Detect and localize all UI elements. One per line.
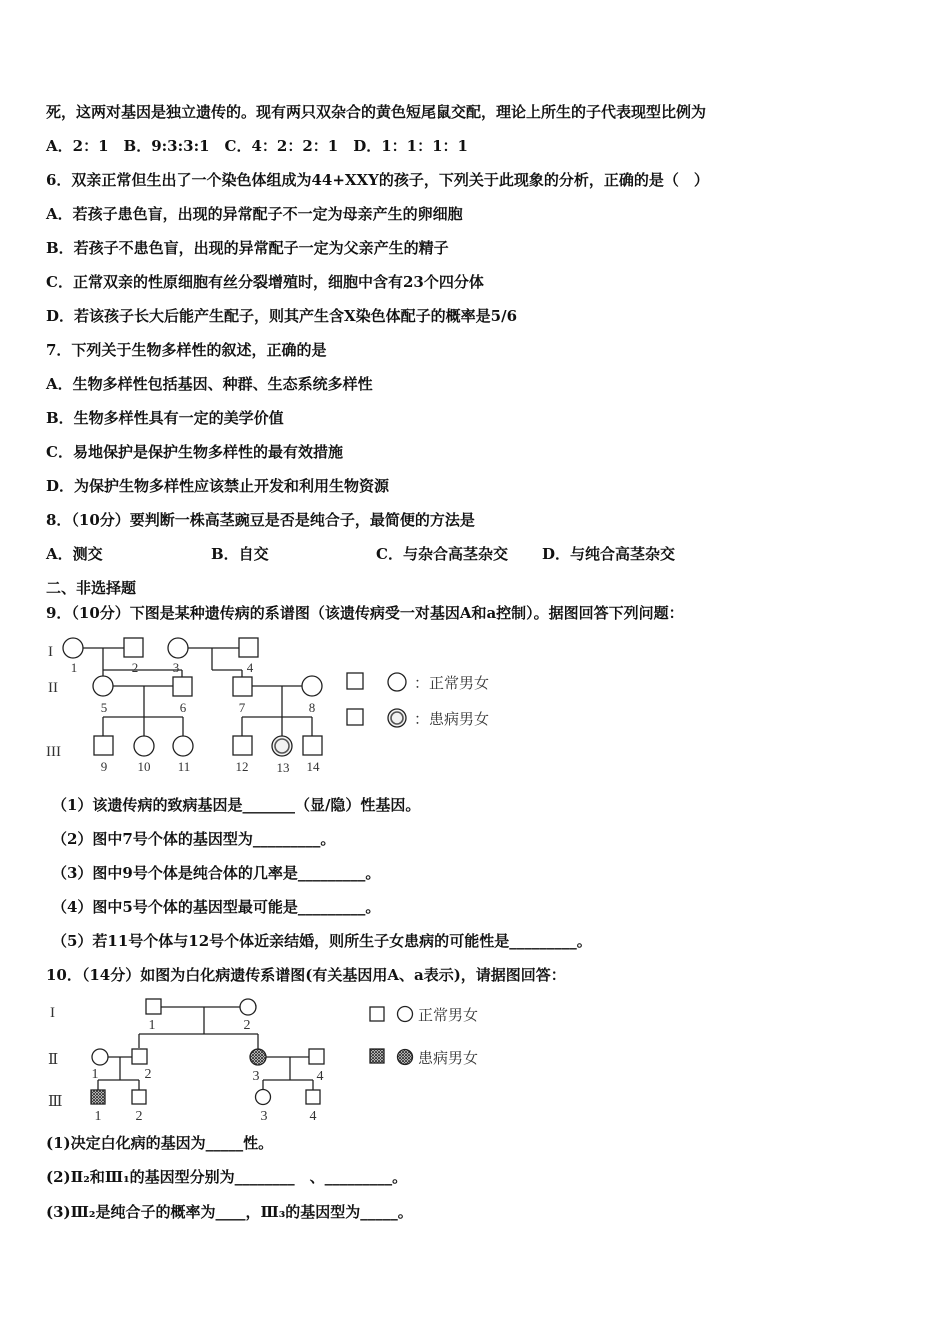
q8-option-c: C．与杂合高茎杂交 [376,545,508,563]
q10-III-affected-male-1 [91,1090,105,1104]
q10-sub-1: (1)决定白化病的基因为_____性。 [46,1134,274,1152]
q9-male-4 [239,638,258,657]
q10-gen-label-2: Ⅱ [48,1052,59,1068]
q9-male-14 [303,736,322,755]
q8-option-a: A．测交 [46,545,103,563]
q9-id-3: 3 [172,660,180,675]
q9-sub-2: （2）图中7号个体的基因型为_________。 [52,830,336,848]
q9-female-5 [93,676,113,696]
q10-legend-female-normal-icon [398,1007,413,1022]
q10-legend-female-affected-icon [398,1050,413,1065]
q10-III-female-3 [256,1090,271,1105]
q9-id-11: 11 [177,759,191,774]
q9-sub-1: （1）该遗传病的致病基因是_______（显/隐）性基因。 [52,796,421,814]
q9-sub-3: （3）图中9号个体是纯合体的几率是_________。 [52,864,381,882]
q9-id-6: 6 [179,700,187,715]
q10-pedigree [40,992,520,1130]
q9-gen-label-1: I [48,644,53,660]
q10-legend-male-normal-icon [370,1007,384,1021]
q9-id-7: 7 [238,700,246,715]
q9-male-12 [233,736,252,755]
q9-legend-male-normal-icon [347,673,363,689]
q8-stem: 8．（10分）要判断一株高茎豌豆是否是纯合子，最简便的方法是 [46,511,475,529]
q9-gen-label-2: II [48,680,58,696]
q9-legend-male-affected-icon [347,709,363,725]
q9-id-13: 13 [276,760,290,775]
q9-id-2: 2 [131,660,139,675]
q9-stem: 9．（10分）下图是某种遗传病的系谱图（该遗传病受一对基因A和a控制）。据图回答下列问题： [46,604,684,622]
q9-id-4: 4 [246,660,254,675]
q10-III-id-4: 4 [309,1109,317,1124]
q10-legend-affected-label: 患病男女 [418,1051,479,1067]
q7-option-c: C．易地保护是保护生物多样性的最有效措施 [46,443,343,461]
q10-legend-normal-label: 正常男女 [418,1008,479,1024]
q9-gen-label-3: III [46,744,61,760]
q10-stem: 10．（14分）如图为白化病遗传系谱图(有关基因用A、a表示)，请据图回答： [46,966,566,984]
q9-id-10: 10 [137,759,151,774]
q9-id-9: 9 [100,759,108,774]
q9-female-11 [173,736,193,756]
q10-I-id-1: 1 [148,1018,156,1033]
section-heading: 二、非选择题 [46,579,137,597]
q10-II-id-3: 3 [252,1069,260,1084]
q7-stem: 7．下列关于生物多样性的叙述，正确的是 [46,341,327,359]
q6-option-b: B．若孩子不患色盲，出现的异常配子一定为父亲产生的精子 [46,239,449,257]
q8-options [46,544,675,564]
q10-III-male-2 [132,1090,146,1104]
q9-id-8: 8 [308,700,316,715]
q9-id-1: 1 [70,660,78,675]
q9-male-9 [94,736,113,755]
q9-male-7 [233,677,252,696]
q8-option-d: D．与纯合高茎杂交 [542,545,676,563]
q10-II-affected-female-3 [250,1049,266,1065]
q6-stem: 6．双亲正常但生出了一个染色体组成为44+XXY的孩子，下列关于此现象的分析，正确的是（ ） [46,171,709,189]
q5-stem-tail: 死，这两对基因是独立遗传的。现有两只双杂合的黄色短尾鼠交配，理论上所生的子代表现型比例为 [46,103,707,121]
q9-id-14: 14 [306,759,320,774]
q10-I-male-1 [146,999,161,1014]
q5-options: A．2：1 B．9:3:3:1 C．4：2：2：1 D．1：1：1：1 [46,137,468,155]
q9-male-6 [173,677,192,696]
q10-II-male-2 [132,1049,147,1064]
q10-II-id-2: 2 [144,1067,152,1082]
q9-female-3 [168,638,188,658]
q10-II-id-1: 1 [91,1067,99,1082]
q10-III-id-3: 3 [260,1109,268,1124]
q9-sub-5: （5）若11号个体与12号个体近亲结婚，则所生子女患病的可能性是_________。 [52,932,592,950]
q9-pedigree [40,628,520,778]
q10-II-male-4 [309,1049,324,1064]
q10-sub-2: (2)Ⅱ₂和Ⅲ₁的基因型分别为________ 、_________。 [46,1168,408,1186]
q10-gen-label-1: I [50,1005,55,1021]
q8-option-b: B．自交 [211,545,269,563]
q6-option-a: A．若孩子患色盲，出现的异常配子不一定为母亲产生的卵细胞 [46,205,463,223]
q10-II-female-1 [92,1049,108,1065]
q6-option-d: D．若该孩子长大后能产生配子，则其产生含X染色体配子的概率是5/6 [46,307,518,325]
q9-legend-affected-label: ：患病男女 [414,712,490,728]
q9-male-2 [124,638,143,657]
q7-option-b: B．生物多样性具有一定的美学价值 [46,409,284,427]
q9-female-10 [134,736,154,756]
q10-III-id-1: 1 [94,1109,102,1124]
q10-legend-male-affected-icon [370,1049,384,1063]
q9-id-5: 5 [100,700,108,715]
q9-id-12: 12 [235,759,249,774]
q10-II-id-4: 4 [316,1069,324,1084]
q10-III-id-2: 2 [135,1109,143,1124]
q9-legend-normal-label: ：正常男女 [414,676,490,692]
q10-sub-3: (3)Ⅲ₂是纯合子的概率为____，Ⅲ₃的基因型为_____。 [46,1203,413,1221]
q9-female-1 [63,638,83,658]
q10-III-male-4 [306,1090,320,1104]
q10-I-id-2: 2 [243,1018,251,1033]
q9-sub-4: （4）图中5号个体的基因型最可能是_________。 [52,898,381,916]
q10-gen-label-3: Ⅲ [48,1094,63,1110]
q10-I-female-2 [240,999,256,1015]
q7-option-a: A．生物多样性包括基因、种群、生态系统多样性 [46,375,373,393]
q9-legend-female-normal-icon [388,673,406,691]
q9-female-8 [302,676,322,696]
q7-option-d: D．为保护生物多样性应该禁止开发和利用生物资源 [46,477,390,495]
q6-option-c: C．正常双亲的性原细胞有丝分裂增殖时，细胞中含有23个四分体 [46,273,484,291]
